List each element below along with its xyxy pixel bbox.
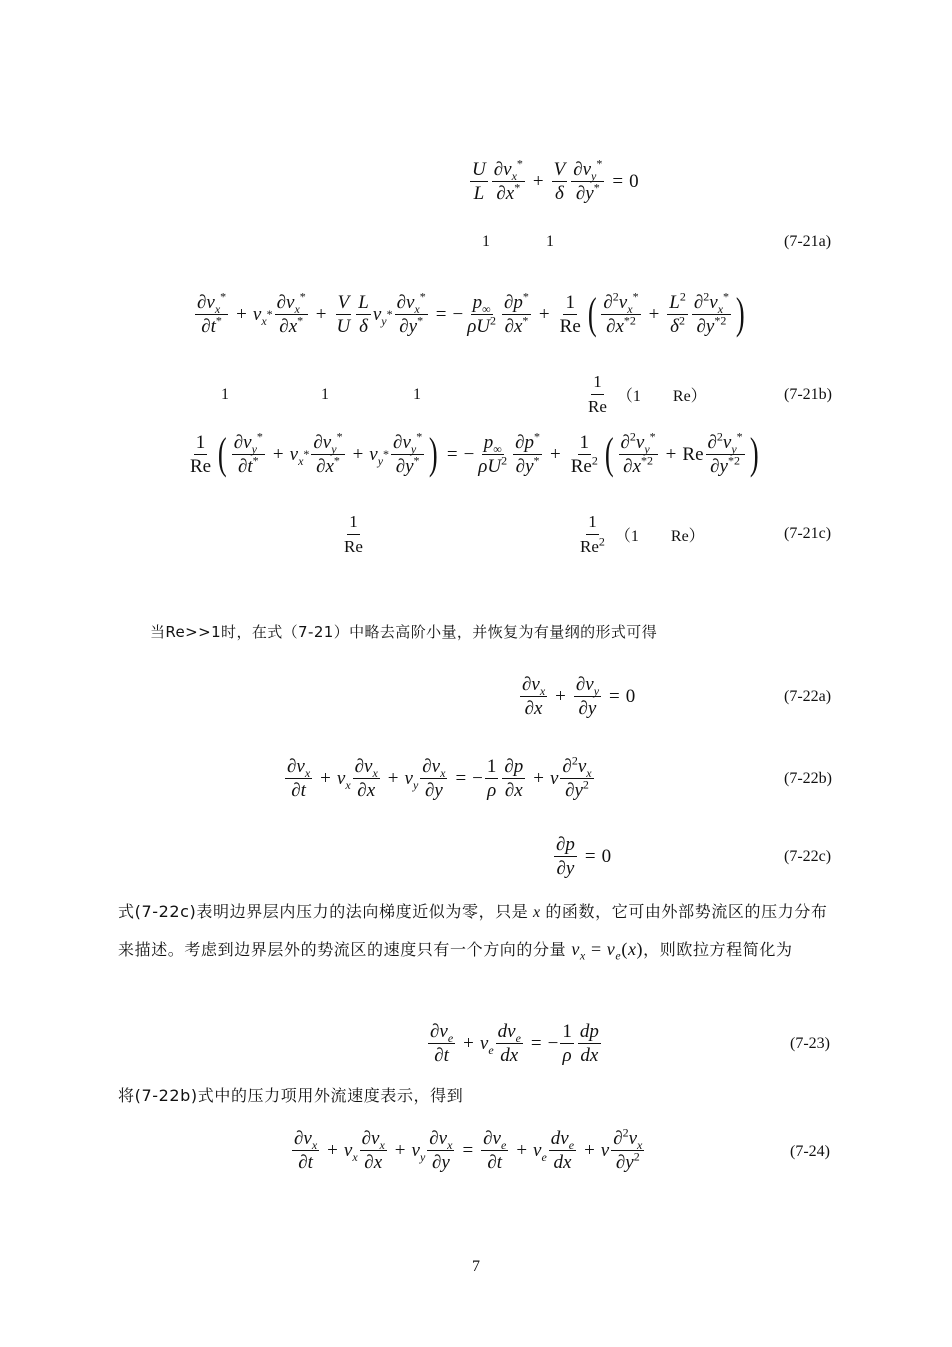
order-mark: 1: [546, 233, 554, 250]
equation-number: (7-22b): [784, 770, 832, 787]
order-fraction: $\frac{1}{Re^2}$ （1 Re）: [580, 512, 705, 556]
order-fraction: $\frac{1}{Re}$ （1 Re）: [588, 372, 707, 416]
order-fraction: $\frac{1}{Re}$: [344, 512, 363, 556]
paragraph-2: [118, 894, 838, 968]
equation-number: (7-21c): [784, 525, 832, 542]
order-mark-tail: （1 Re）: [616, 388, 707, 405]
order-mark-tail: （1 Re）: [614, 528, 705, 545]
paragraph-2-part-b: 的函数，它可由外部势流区的压力分布来描述。考虑到边界层外的势流区的速度只有一个方向的分量: [118, 902, 828, 959]
paragraph-2-part-a: 式(7-22c)表明边界层内压力的法向梯度近似为零，只是: [118, 902, 529, 921]
page-number: 7: [472, 1258, 480, 1275]
equation-number: (7-21a): [784, 233, 832, 250]
order-mark: 1: [221, 386, 229, 403]
inline-formula: $v_x = v_e(x)$: [571, 939, 644, 963]
paragraph-2-part-c: ，则欧拉方程简化为: [643, 940, 793, 959]
equation-number: (7-23): [790, 1035, 830, 1052]
equation-number: (7-24): [790, 1143, 830, 1160]
equation-number: (7-22a): [784, 688, 832, 705]
order-mark: 1: [413, 386, 421, 403]
equation-number: (7-21b): [784, 386, 832, 403]
equation-number: (7-22c): [784, 848, 832, 865]
paragraph-3: 将(7-22b)式中的压力项用外流速度表示，得到: [118, 1086, 464, 1105]
order-mark: 1: [321, 386, 329, 403]
paragraph-1: 当Re>>1时，在式（7-21）中略去高阶小量，并恢复为有量纲的形式可得: [150, 623, 658, 641]
order-mark: 1: [482, 233, 490, 250]
variable-x: x: [528, 904, 546, 921]
